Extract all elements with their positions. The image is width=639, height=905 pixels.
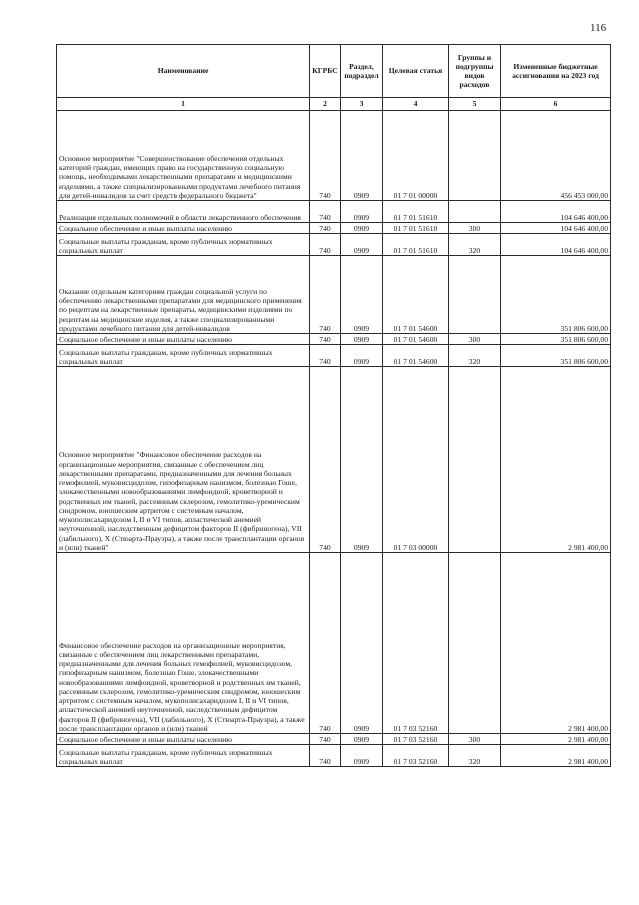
- row-group: 300: [449, 734, 501, 745]
- row-target: 01 7 01 54600: [383, 256, 449, 334]
- table-row: [57, 111, 611, 201]
- row-amount: 2 981 400,00: [501, 734, 611, 745]
- row-name: Социальные выплаты гражданам, кроме публичных нормативных социальных выплат: [57, 345, 310, 367]
- table-row: [57, 223, 611, 234]
- row-group: 300: [449, 223, 501, 234]
- row-amount: 2 981 400,00: [501, 745, 611, 767]
- row-name: Социальные выплаты гражданам, кроме публичных нормативных социальных выплат: [57, 745, 310, 767]
- row-amount: 2 981 400,00: [501, 367, 611, 553]
- table-header-row: [57, 45, 611, 98]
- header-amount: Измененные бюджетные ассигнования на 2023 год: [501, 45, 611, 98]
- row-name: Социальное обеспечение и иные выплаты населению: [57, 734, 310, 745]
- row-group: [449, 367, 501, 553]
- row-section: 0909: [341, 734, 383, 745]
- row-section: 0909: [341, 256, 383, 334]
- row-name: Основное мероприятие "Финансовое обеспечение расходов на организационные мероприятия, связанные с обеспечением лиц лекарственными препаратами, предназначенными для лечения больных гемофилией, муковисцидозом, гипофизарным нанизмом, болезнью Гоше, злокачественными новообразованиями лимфоидной, кроветворной и родственных им тканей, рассеянным склерозом, гемолитико-уремическим синдромом, юношеским артритом с системным началом, мукополисахаридозом I, II и VI типов, апластической анемией неуточненной, наследственным дефицитом факторов II (фибриногена), VII (лабильного), X (Стюарта-Прауэра), а также после трансплантации органов и (или) тканей": [57, 367, 310, 553]
- row-group: 320: [449, 345, 501, 367]
- row-amount: 351 806 600,00: [501, 256, 611, 334]
- column-number: 1: [57, 98, 310, 111]
- row-target: 01 7 01 51610: [383, 201, 449, 223]
- row-section: 0909: [341, 223, 383, 234]
- row-group: [449, 553, 501, 734]
- row-name: Социальные выплаты гражданам, кроме публичных нормативных социальных выплат: [57, 234, 310, 256]
- row-target: 01 7 03 52160: [383, 553, 449, 734]
- column-number-row: [57, 98, 611, 111]
- row-amount: 456 453 000,00: [501, 111, 611, 201]
- row-section: 0909: [341, 334, 383, 345]
- header-ktrbs: КГРБС: [310, 45, 341, 98]
- row-ktrbs: 740: [310, 234, 341, 256]
- budget-table: [56, 44, 611, 767]
- row-name: Оказание отдельным категориям граждан социальной услуги по обеспечению лекарственными препаратами для медицинского применения по рецептам на лекарственные препараты, медицинскими изделиями по рецептам на медицинские изделия, а также специализированными продуктами лечебного питания для детей-инвалидов: [57, 256, 310, 334]
- row-ktrbs: 740: [310, 367, 341, 553]
- row-target: 01 7 01 51610: [383, 234, 449, 256]
- table-row: [57, 745, 611, 767]
- row-section: 0909: [341, 553, 383, 734]
- row-amount: 104 646 400,00: [501, 201, 611, 223]
- header-target: Целевая статья: [383, 45, 449, 98]
- row-target: 01 7 03 00000: [383, 367, 449, 553]
- row-section: 0909: [341, 745, 383, 767]
- table-row: [57, 334, 611, 345]
- row-name: Основное мероприятие "Совершенствование обеспечения отдельных категорий граждан, имеющих право на государственную социальную помощь, необходимыми лекарственными препаратами и медицинскими изделиями, а также специализированными продуктами лечебного питания для детей-инвалидов за счет средств федерального бюджета": [57, 111, 310, 201]
- row-target: 01 7 01 00000: [383, 111, 449, 201]
- row-ktrbs: 740: [310, 734, 341, 745]
- header-name: Наименование: [57, 45, 310, 98]
- column-number: 4: [383, 98, 449, 111]
- row-target: 01 7 01 51610: [383, 223, 449, 234]
- row-section: 0909: [341, 201, 383, 223]
- row-ktrbs: 740: [310, 345, 341, 367]
- row-amount: 104 646 400,00: [501, 234, 611, 256]
- table-row: [57, 234, 611, 256]
- row-group: [449, 256, 501, 334]
- header-section: Раздел, подраздел: [341, 45, 383, 98]
- row-ktrbs: 740: [310, 334, 341, 345]
- row-group: 320: [449, 234, 501, 256]
- table-row: [57, 734, 611, 745]
- table-row: [57, 201, 611, 223]
- row-ktrbs: 740: [310, 553, 341, 734]
- row-section: 0909: [341, 367, 383, 553]
- row-name: Социальное обеспечение и иные выплаты населению: [57, 223, 310, 234]
- column-number: 2: [310, 98, 341, 111]
- row-name: Финансовое обеспечение расходов на организационные мероприятия, связанные с обеспечением лиц лекарственными препаратами, предназначенными для лечения больных гемофилией, муковисцидозом, гипофизарным нанизмом, болезнью Гоше, злокачественными новообразованиями лимфоидной, кроветворной и родственных им тканей, рассеянным склерозом, гемолитико-уремическим синдромом, юношеским артритом с системным началом, мукополисахаридозом I, II и VI типов, апластической анемией неуточненной, наследственным дефицитом факторов II (фибриногена), VII (лабильного), X (Стюарта-Прауэра), а также после трансплантации органов и (или) тканей: [57, 553, 310, 734]
- column-number: 5: [449, 98, 501, 111]
- row-section: 0909: [341, 111, 383, 201]
- row-ktrbs: 740: [310, 201, 341, 223]
- row-target: 01 7 01 54600: [383, 345, 449, 367]
- row-group: [449, 201, 501, 223]
- row-group: 320: [449, 745, 501, 767]
- table-row: [57, 345, 611, 367]
- row-ktrbs: 740: [310, 223, 341, 234]
- row-target: 01 7 03 52160: [383, 734, 449, 745]
- row-amount: 351 806 600,00: [501, 334, 611, 345]
- header-groups: Группы и подгруппы видов расходов: [449, 45, 501, 98]
- row-target: 01 7 03 52160: [383, 745, 449, 767]
- row-name: Реализация отдельных полномочий в области лекарственного обеспечения: [57, 201, 310, 223]
- table-row: [57, 367, 611, 553]
- row-ktrbs: 740: [310, 256, 341, 334]
- row-group: [449, 111, 501, 201]
- row-section: 0909: [341, 234, 383, 256]
- row-amount: 104 646 400,00: [501, 223, 611, 234]
- row-target: 01 7 01 54600: [383, 334, 449, 345]
- table-row: [57, 553, 611, 734]
- row-amount: 351 806 600,00: [501, 345, 611, 367]
- row-group: 300: [449, 334, 501, 345]
- page-number: 116: [590, 22, 607, 34]
- row-section: 0909: [341, 345, 383, 367]
- row-amount: 2 981 400,00: [501, 553, 611, 734]
- row-ktrbs: 740: [310, 745, 341, 767]
- row-ktrbs: 740: [310, 111, 341, 201]
- column-number: 6: [501, 98, 611, 111]
- column-number: 3: [341, 98, 383, 111]
- table-row: [57, 256, 611, 334]
- row-name: Социальное обеспечение и иные выплаты населению: [57, 334, 310, 345]
